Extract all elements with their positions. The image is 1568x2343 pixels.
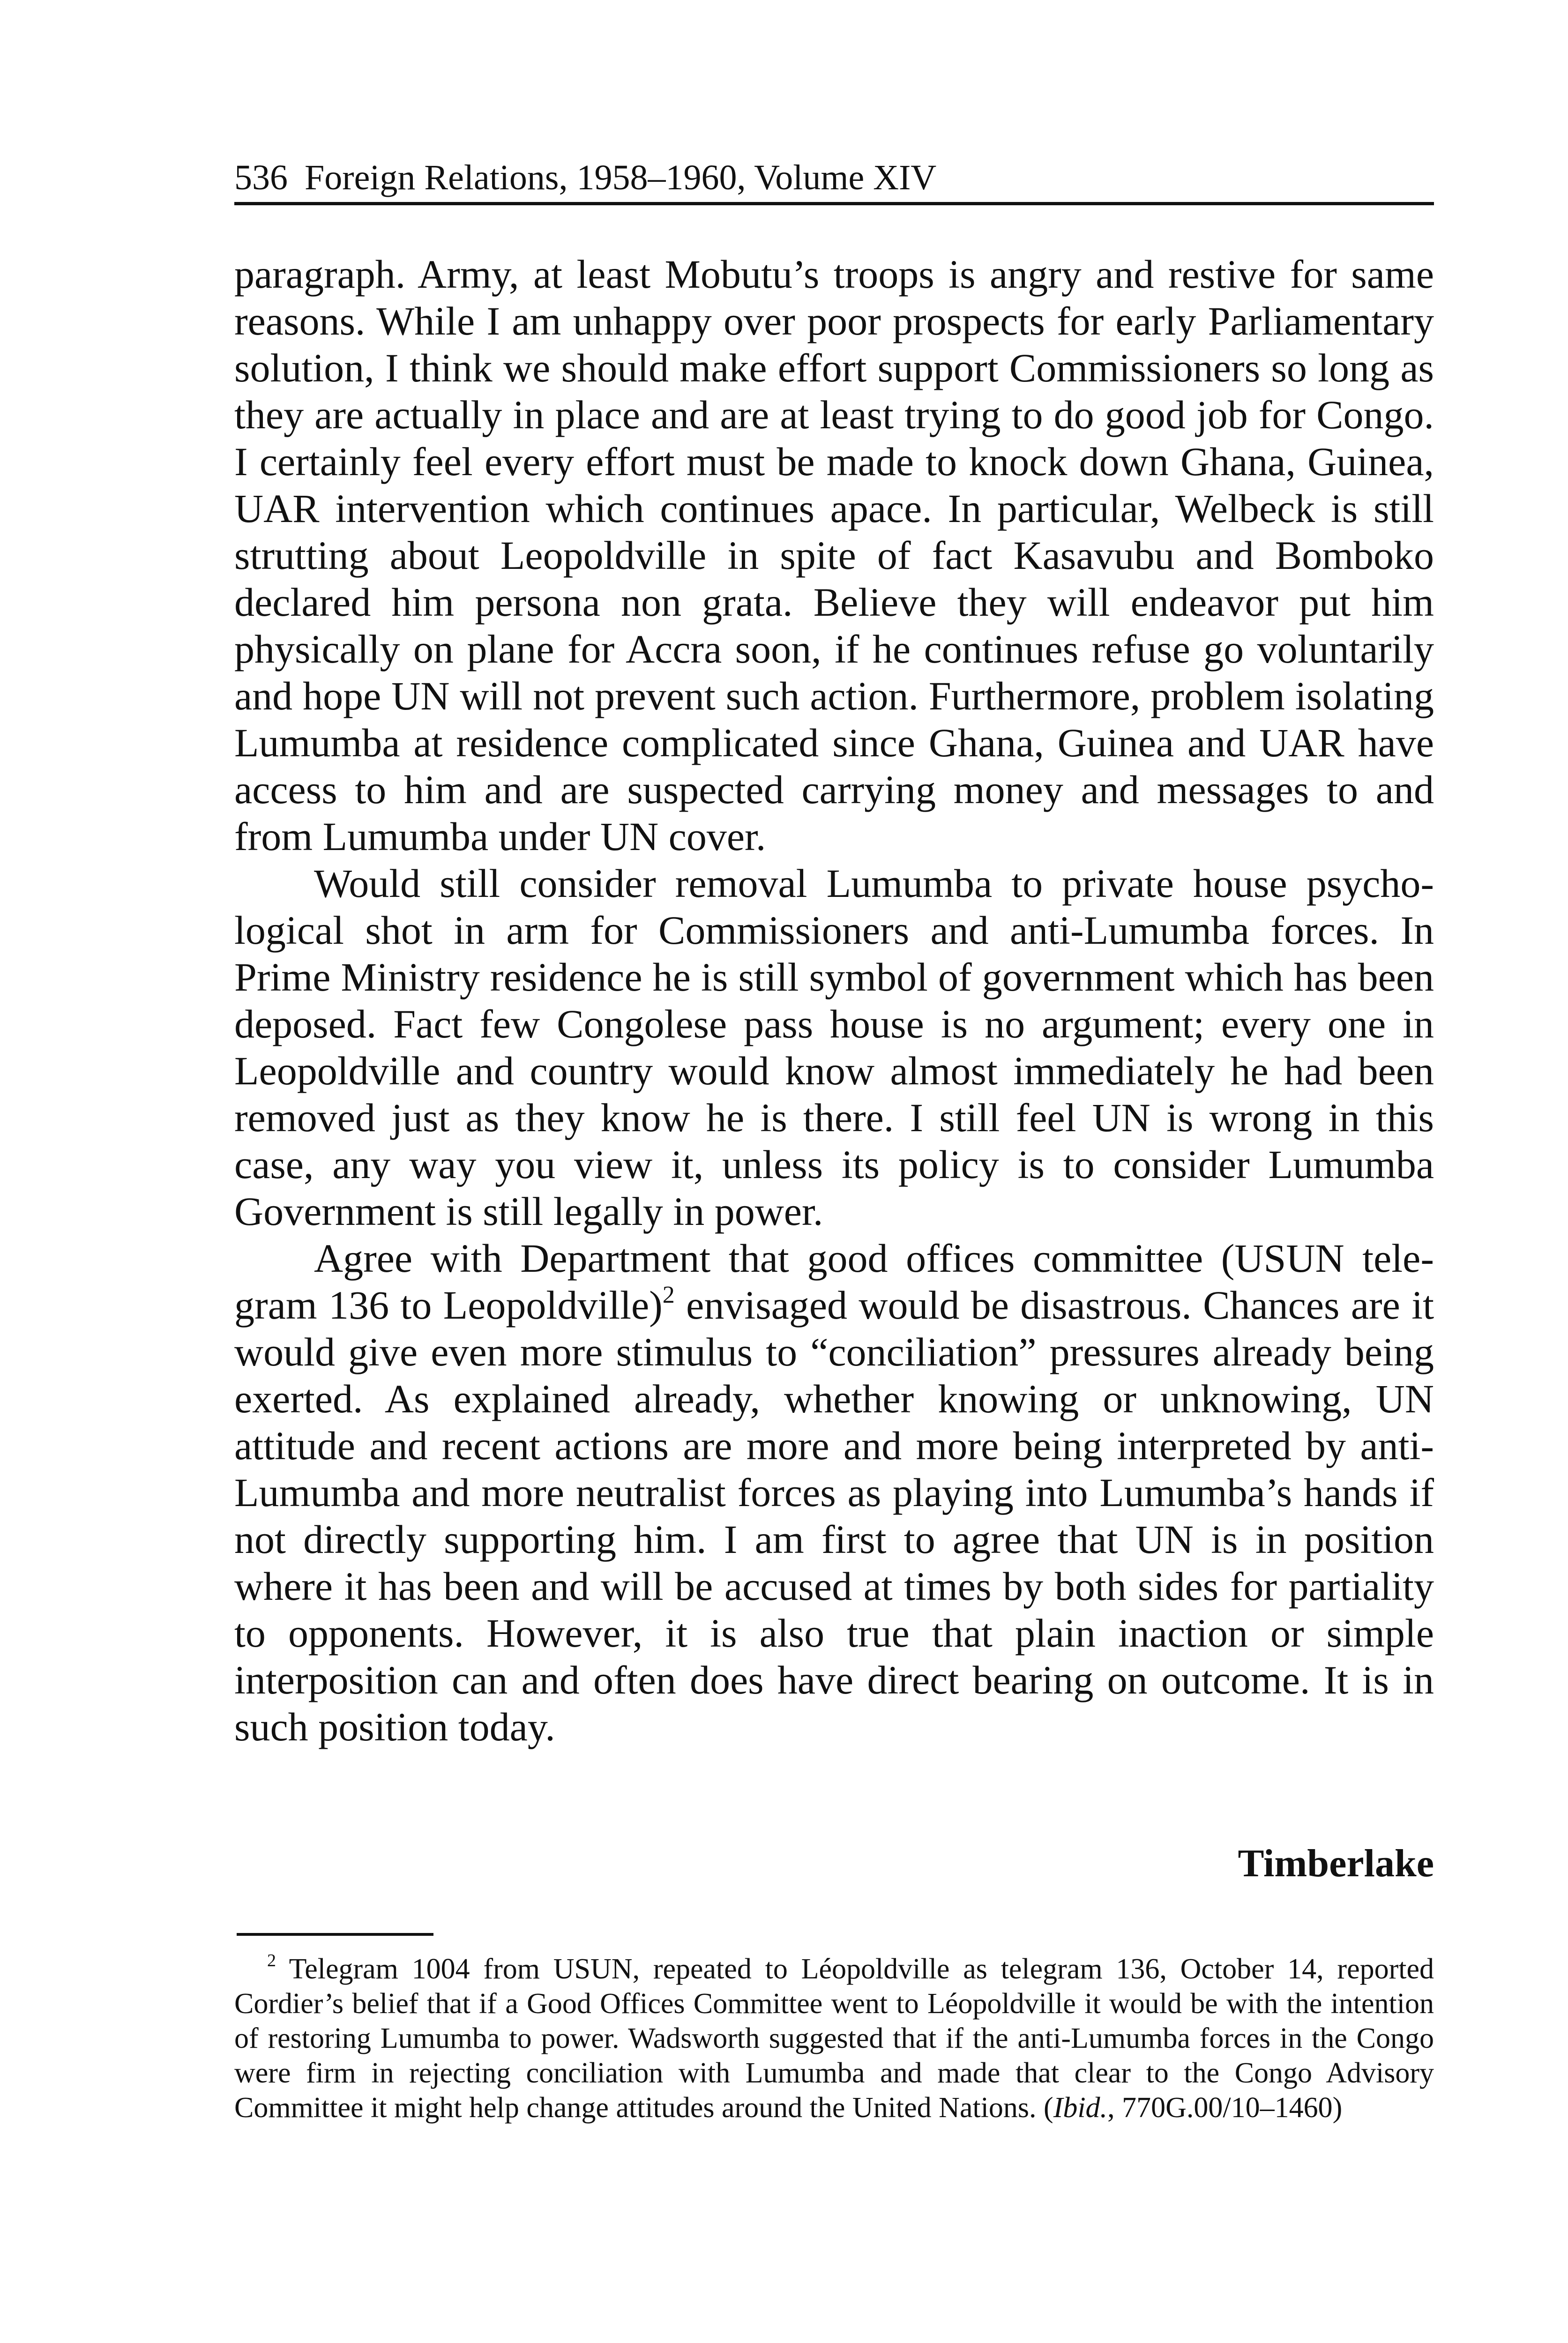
signature: Timberlake — [1238, 1842, 1434, 1885]
footnote-reference: 2 — [662, 1282, 675, 1308]
footnote — [234, 1952, 1434, 2125]
paragraph-3-start: Agree with Department that good offices committee (USUN telegram 136 to Leopoldville) — [234, 1236, 1434, 1328]
paragraph-3-rest: envisaged would be disastrous. Chances are it would give even more stimulus to “conciliation” pressures already being exerted. As explained already, whether knowing or unknowing, UN attitude and recent actions are more and more being interpreted by anti-Lumumba and more neutralist forces as playing into Lumumba’s hands if not directly supporting him. I am first to agree that UN is in position where it has been and will be accused at times by both sides for partiality to opponents. However, it is also true that plain inaction or simple interposition can and often does have direct bearing on outcome. It is in such position today. — [234, 1283, 1434, 1749]
footnote-text — [234, 1952, 1434, 2125]
footnote-main: Telegram 1004 from USUN, repeated to Léopoldville as telegram 136, October 14, reported Cordier’s belief that if a Good Offices Committee went to Léopoldville it would be with the intention of restoring Lumumba to power. Wadsworth suggested that if the anti-Lumumba forces in the Congo were firm in rejecting conciliation with Lumumba and made that clear to the Congo Advisory Committee it might help change attitudes around the United Nations. ( — [234, 1953, 1434, 2124]
page-number: 536 — [234, 158, 288, 197]
footnote-rule — [237, 1933, 433, 1936]
paragraph-3 — [234, 1235, 1434, 1750]
running-head — [234, 149, 1434, 205]
paragraph-1: paragraph. Army, at least Mobutu’s troops is angry and restive for same reasons. While I am unhappy over poor prospects for early Parliamentary solution, I think we should make effort support Commissioners so long as they are actually in place and are at least trying to do good job for Congo. I certainly feel every effort must be made to knock down Ghana, Guinea, UAR intervention which continues apace. In particular, Welbeck is still strutting about Leopoldville in spite of fact Kasavubu and Bomboko declared him persona non grata. Believe they will endeavor put him physically on plane for Accra soon, if he continues refuse go voluntarily and hope UN will not prevent such action. Furthermore, problem isolating Lumumba at residence complicated since Ghana, Guinea and UAR have access to him and are suspected carrying money and messages to and from Lumumba under UN cover. — [234, 252, 1434, 859]
body-text — [234, 251, 1434, 1750]
running-head-title: Foreign Relations, 1958–1960, Volume XIV — [305, 158, 937, 197]
paragraph-2: Would still consider removal Lumumba to private house psychological shot in arm for Commissioners and anti-Lumumba forces. In Prime Ministry residence he is still symbol of government which has been deposed. Fact few Congolese pass house is no argument; every one in Leopoldville and country would know almost immediately he had been removed just as they know he is there. I still feel UN is wrong in this case, any way you view it, unless its policy is to consider Lumumba Government is still legally in power. — [234, 861, 1434, 1234]
footnote-ibid: Ibid. — [1053, 2092, 1108, 2124]
footnote-citation: , 770G.00/10–1460) — [1107, 2092, 1343, 2124]
footnote-marker: 2 — [267, 1951, 276, 1970]
